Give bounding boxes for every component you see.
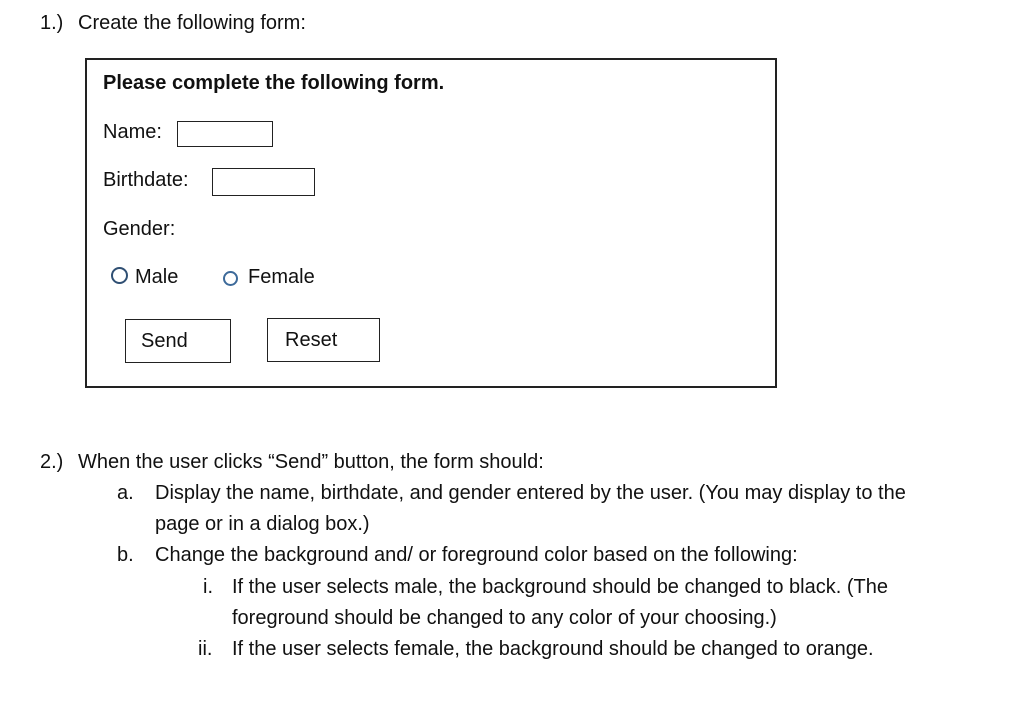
item-a-marker: a.	[117, 482, 134, 504]
male-radio[interactable]	[111, 267, 128, 284]
reset-button[interactable]: Reset	[267, 318, 380, 362]
item-b-ii-line-1: If the user selects female, the background should be changed to orange.	[232, 638, 874, 660]
send-button[interactable]: Send	[125, 319, 231, 363]
item-b-i-line-1: If the user selects male, the background should be changed to black. (The	[232, 576, 888, 598]
item-b-marker: b.	[117, 544, 134, 566]
birthdate-input[interactable]	[212, 168, 315, 196]
name-label: Name:	[103, 121, 162, 143]
item-b-i-line-2: foreground should be changed to any color of your choosing.)	[232, 607, 777, 629]
question-2-number: 2.)	[40, 451, 64, 473]
item-b-line-1: Change the background and/ or foreground color based on the following:	[155, 544, 798, 566]
item-b-i-marker: i.	[203, 576, 213, 598]
gender-label: Gender:	[103, 218, 176, 240]
question-2-text: When the user clicks “Send” button, the form should:	[78, 451, 544, 473]
name-input[interactable]	[177, 121, 273, 147]
item-a-line-1: Display the name, birthdate, and gender entered by the user. (You may display to the	[155, 482, 906, 504]
question-1-number: 1.)	[40, 12, 64, 34]
female-radio[interactable]	[223, 271, 238, 286]
male-radio-label: Male	[135, 266, 179, 288]
question-1-text: Create the following form:	[78, 12, 306, 34]
item-a-line-2: page or in a dialog box.)	[155, 513, 370, 535]
birthdate-label: Birthdate:	[103, 169, 189, 191]
form-container	[85, 58, 777, 388]
item-b-ii-marker: ii.	[198, 638, 213, 660]
female-radio-label: Female	[248, 266, 315, 288]
form-title: Please complete the following form.	[103, 72, 445, 94]
